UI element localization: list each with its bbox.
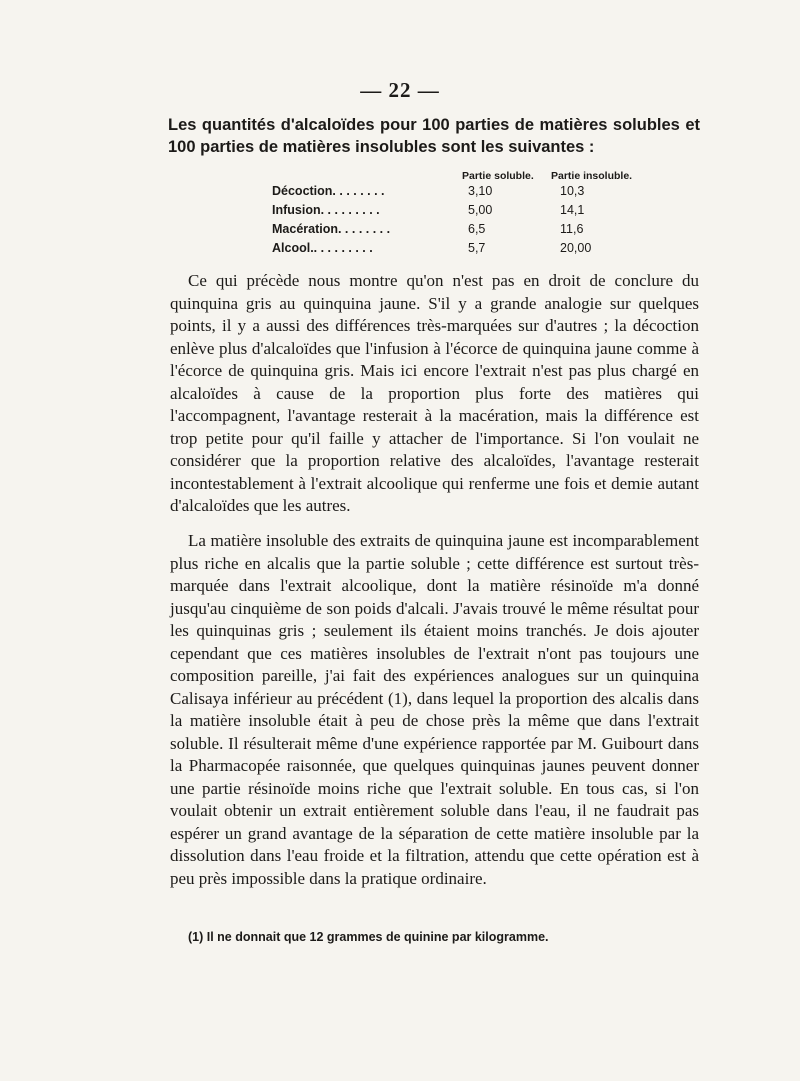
- row-label: Infusion. . . . . . . . .: [272, 203, 380, 217]
- row-soluble-value: 5,7: [468, 241, 486, 255]
- row-insoluble-value: 20,00: [560, 241, 592, 255]
- footnote: (1) Il ne donnait que 12 grammes de quinine par kilogramme.: [188, 930, 549, 944]
- table-row: [0, 241, 800, 261]
- table-row: [0, 203, 800, 223]
- row-label: Alcool.. . . . . . . . .: [272, 241, 373, 255]
- row-soluble-value: 3,10: [468, 184, 493, 198]
- row-soluble-value: 6,5: [468, 222, 486, 236]
- intro-paragraph: Les quantités d'alcaloïdes pour 100 parties de matières solubles et 100 parties de matières insolubles sont les suivantes :: [168, 116, 700, 156]
- body-paragraph: La matière insoluble des extraits de quinquina jaune est incomparablement plus riche en alcalis que la partie soluble ; cette différence est surtout très-marquée dans l'extrait alcoolique, dont la matière résinoïde m'a donné jusqu'au cinquième de son poids d'alcali. J'avais trouvé le même résultat pour les quinquinas gris ; seulement ils étaient moins tranchés. Je dois ajouter cependant que ces matières insolubles de l'extrait n'ont pas toujours une composition pareille, j'ai fait des expériences analogues sur un quinquina Calisaya inférieur au précédent (1), dans lequel la proportion des alcalis dans la matière insoluble était à peu de chose près la même que dans l'extrait soluble. Il résulterait même d'une expérience rapportée par M. Guibourt dans la Pharmacopée raisonnée, que quelques quinquinas jaunes peuvent donner une partie résinoïde moins riche que l'extrait soluble. En tous cas, si l'on voulait obtenir un extrait entièrement soluble dans l'eau, il ne faudrait pas espérer un grand avantage de la séparation de cette matière insoluble par la dissolution dans l'eau froide et la filtration, attendu que cette opération est à peu près impossible dans la pratique ordinaire.: [170, 531, 699, 888]
- row-label: Macération. . . . . . . .: [272, 222, 391, 236]
- table-header-soluble: Partie soluble.: [462, 170, 534, 182]
- table-row: [0, 222, 800, 242]
- row-insoluble-value: 11,6: [560, 222, 584, 236]
- table-row: [0, 184, 800, 204]
- body-paragraph: Ce qui précède nous montre qu'on n'est pas en droit de conclure du quinquina gris au quinquina jaune. S'il y a grande analogie sur quelques points, il y a aussi des différences très-marquées sur d'autres ; la décoction enlève plus d'alcaloïdes que l'infusion à l'écorce de quinquina jaune comme à l'écorce de quinquina gris. Mais ici encore l'extrait n'est pas plus chargé en alcaloïdes à cause de la proportion plus forte des matières qui l'accompagnent, l'avantage resterait à la macération, mais la différence est trop petite pour qu'il faille y attacher de l'importance. Si l'on voulait ne considérer que la proportion relative des alcaloïdes, l'avantage resterait incontestablement à l'extrait alcoolique qui renferme une fois et demie autant d'alcaloïdes que les autres.: [170, 271, 699, 515]
- row-insoluble-value: 10,3: [560, 184, 585, 198]
- row-soluble-value: 5,00: [468, 203, 493, 217]
- row-insoluble-value: 14,1: [560, 203, 585, 217]
- table-header-insoluble: Partie insoluble.: [551, 170, 633, 182]
- row-label: Décoction. . . . . . . .: [272, 184, 385, 198]
- page-number: — 22 —: [360, 78, 440, 102]
